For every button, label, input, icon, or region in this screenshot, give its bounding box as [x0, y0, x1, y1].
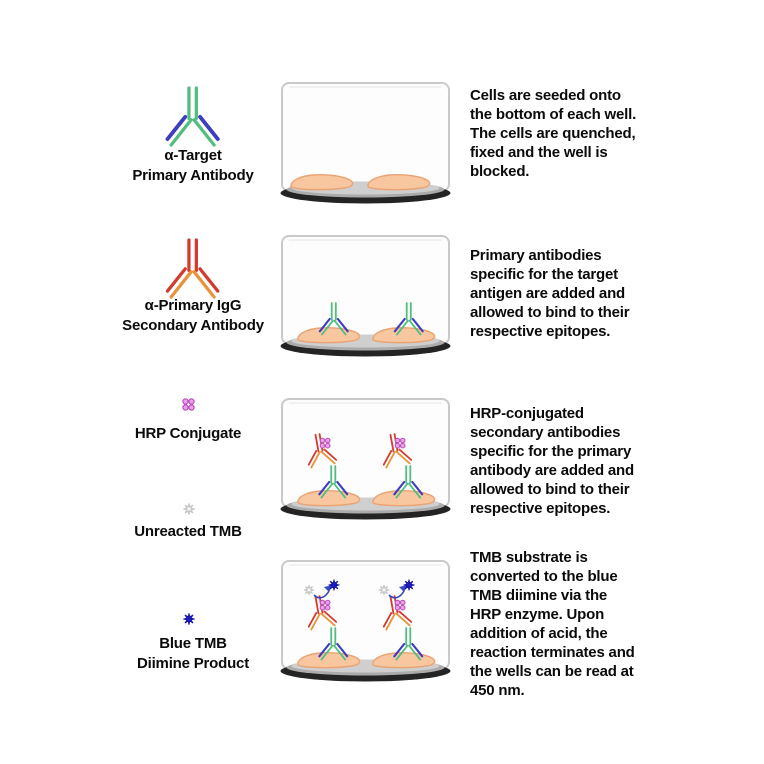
- description-line: addition of acid, the: [470, 625, 608, 642]
- description-line: antigen are added and: [470, 285, 625, 302]
- description-line: antibody are added and: [470, 462, 634, 479]
- reagent-label-unreacted-tmb: [83, 522, 293, 542]
- description-line: allowed to bind to their: [470, 304, 630, 321]
- well-step-2-primary-bound: [278, 231, 453, 363]
- description-line: Cells are seeded onto: [470, 87, 621, 104]
- cell-illustration: [373, 328, 435, 343]
- reagent-name-line: Primary Antibody: [132, 167, 254, 184]
- cell-illustration: [291, 175, 353, 190]
- description-line: TMB diimine via the: [470, 587, 608, 604]
- reagent-name-line: α-Primary IgG: [144, 297, 242, 314]
- blue-tmb-glyph: [404, 580, 415, 591]
- description-line: respective epitopes.: [470, 323, 611, 340]
- reagent-name-line: Blue TMB: [159, 635, 227, 652]
- cell-illustration: [298, 491, 360, 506]
- step-2-description: [470, 246, 680, 341]
- blue-tmb-diimine-icon: [179, 609, 199, 629]
- reagent-name-line: α-Target: [164, 147, 222, 164]
- reagent-label-primary-antibody: [88, 146, 298, 186]
- description-line: the wells can be read at: [470, 663, 634, 680]
- description-line: TMB substrate is: [470, 549, 588, 566]
- cell-illustration: [373, 653, 435, 668]
- description-line: the bottom of each well.: [470, 106, 637, 123]
- blue-tmb-glyph: [329, 580, 340, 591]
- well-step-4-tmb-reaction: [278, 556, 453, 688]
- description-line: reaction terminates and: [470, 644, 635, 661]
- unreacted-tmb-icon: [179, 499, 199, 519]
- description-line: HRP enzyme. Upon: [470, 606, 605, 623]
- reagent-label-secondary-antibody: [88, 296, 298, 336]
- cell-illustration: [298, 653, 360, 668]
- hrp-conjugate-icon: [179, 395, 199, 415]
- reagent-name-line: Secondary Antibody: [122, 317, 264, 334]
- reagent-label-hrp-conjugate: [83, 424, 293, 444]
- step-3-description: [470, 404, 680, 518]
- description-line: Primary antibodies: [470, 247, 602, 264]
- cell-illustration: [298, 328, 360, 343]
- reagent-label-blue-tmb: [88, 634, 298, 674]
- description-line: converted to the blue: [470, 568, 618, 585]
- primary-antibody-icon: [164, 86, 222, 150]
- reagent-name-line: Unreacted TMB: [134, 523, 242, 540]
- description-line: fixed and the well is: [470, 144, 608, 161]
- well-step-1-cells: [278, 78, 453, 210]
- description-line: blocked.: [470, 163, 530, 180]
- description-line: specific for the primary: [470, 443, 632, 460]
- cell-illustration: [373, 491, 435, 506]
- unreacted-tmb-glyph: [379, 585, 389, 595]
- well-step-3-secondary-hrp: [278, 394, 453, 526]
- description-line: HRP-conjugated: [470, 405, 584, 422]
- unreacted-tmb-glyph: [304, 585, 314, 595]
- secondary-antibody-icon: [164, 238, 222, 302]
- description-line: 450 nm.: [470, 682, 525, 699]
- description-line: specific for the target: [470, 266, 618, 283]
- step-4-description: [470, 548, 680, 700]
- reagent-name-line: HRP Conjugate: [134, 425, 242, 442]
- reagent-name-line: Diimine Product: [136, 655, 249, 672]
- cell-illustration: [368, 175, 430, 190]
- description-line: allowed to bind to their: [470, 481, 630, 498]
- step-1-description: [470, 86, 680, 181]
- description-line: secondary antibodies: [470, 424, 621, 441]
- description-line: respective epitopes.: [470, 500, 611, 517]
- description-line: The cells are quenched,: [470, 125, 636, 142]
